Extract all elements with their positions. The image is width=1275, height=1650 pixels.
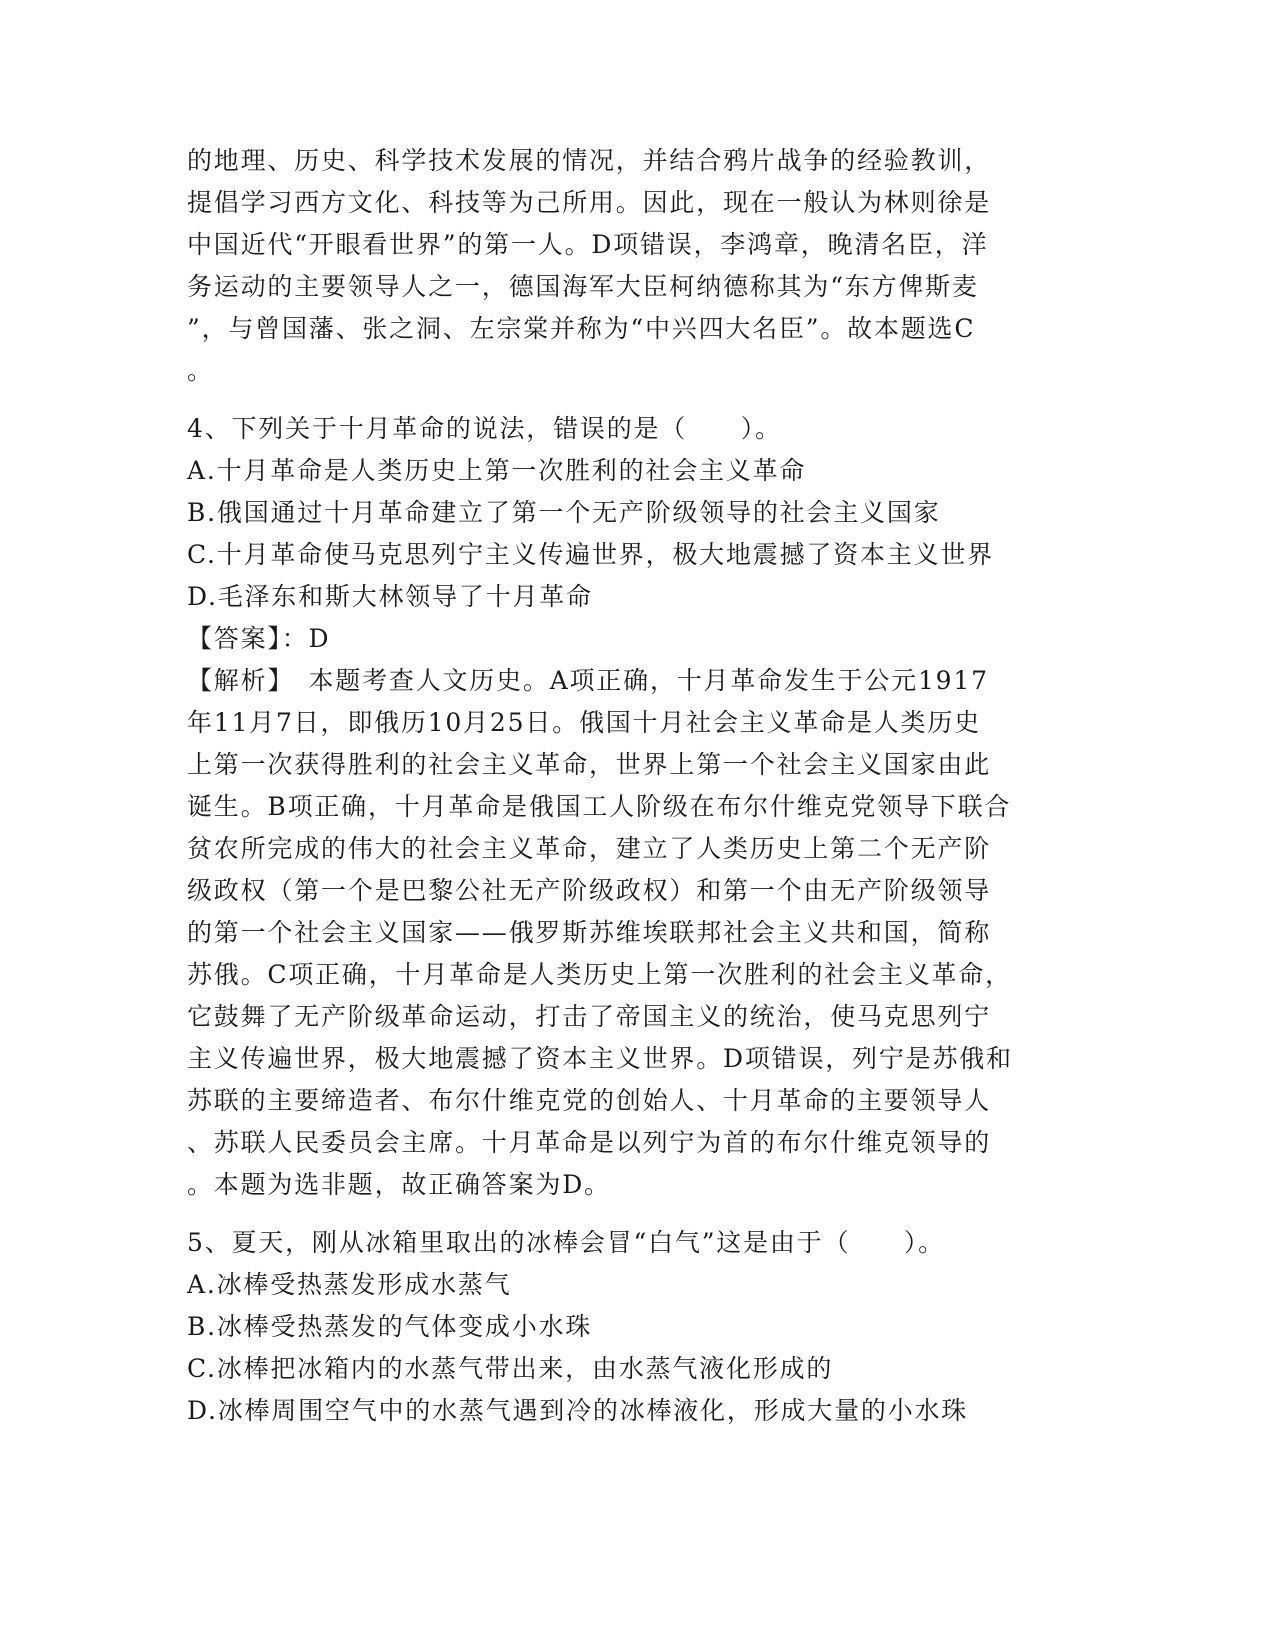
question-4-option-b: B.俄国通过十月革命建立了第一个无产阶级领导的社会主义国家	[187, 498, 941, 527]
intro-line: ”，与曾国藩、张之洞、左宗棠并称为“中兴四大名臣”。故本题选C	[187, 314, 976, 343]
question-4-analysis-line: 年11月7日，即俄历10月25日。俄国十月社会主义革命是人类历史	[187, 708, 981, 737]
intro-line: 务运动的主要领导人之一，德国海军大臣柯纳德称其为“东方俾斯麦	[187, 272, 979, 301]
question-4-option-c: C.十月革命使马克思列宁主义传遍世界，极大地震撼了资本主义世界	[187, 540, 994, 569]
question-4-option-d: D.毛泽东和斯大林领导了十月革命	[187, 582, 593, 611]
question-4-analysis-line: 苏联的主要缔造者、布尔什维克党的创始人、十月革命的主要领导人	[187, 1086, 992, 1115]
intro-line: 的地理、历史、科学技术发展的情况，并结合鸦片战争的经验教训，	[187, 146, 992, 175]
question-4-analysis-line: 【解析】 本题考查人文历史。A项正确，十月革命发生于公元1917	[187, 666, 989, 695]
intro-line: 提倡学习西方文化、科技等为己所用。因此，现在一般认为林则徐是	[187, 188, 992, 217]
question-4-analysis-line: 。本题为选非题，故正确答案为D。	[187, 1170, 611, 1199]
question-4-option-a: A.十月革命是人类历史上第一次胜利的社会主义革命	[187, 456, 807, 485]
question-4-stem: 4、下列关于十月革命的说法，错误的是（ ）。	[187, 414, 782, 443]
question-4-answer: 【答案】：D	[187, 624, 331, 653]
question-4-analysis-line: 贫农所完成的伟大的社会主义革命，建立了人类历史上第二个无产阶	[187, 834, 992, 863]
question-4-analysis-line: 、苏联人民委员会主席。十月革命是以列宁为首的布尔什维克领导的	[187, 1128, 992, 1157]
question-4-analysis-line: 苏俄。C项正确，十月革命是人类历史上第一次胜利的社会主义革命，	[187, 960, 1012, 989]
question-5-option-c: C.冰棒把冰箱内的水蒸气带出来，由水蒸气液化形成的	[187, 1354, 834, 1383]
question-4-analysis-line: 上第一次获得胜利的社会主义革命，世界上第一个社会主义国家由此	[187, 750, 992, 779]
question-5-stem: 5、夏天，刚从冰箱里取出的冰棒会冒“白气”这是由于（ ）。	[187, 1228, 945, 1257]
question-5-option-a: A.冰棒受热蒸发形成水蒸气	[187, 1270, 512, 1299]
intro-line: 中国近代“开眼看世界”的第一人。D项错误，李鸿章，晚清名臣，洋	[187, 230, 989, 259]
question-4-analysis-line: 的第一个社会主义国家——俄罗斯苏维埃联邦社会主义共和国，简称	[187, 918, 992, 947]
question-5-option-d: D.冰棒周围空气中的水蒸气遇到冷的冰棒液化，形成大量的小水珠	[187, 1396, 969, 1425]
question-4-analysis-line: 它鼓舞了无产阶级革命运动，打击了帝国主义的统治，使马克思列宁	[187, 1002, 992, 1031]
question-5-option-b: B.冰棒受热蒸发的气体变成小水珠	[187, 1312, 593, 1341]
question-4-analysis-line: 主义传遍世界，极大地震撼了资本主义世界。D项错误，列宁是苏俄和	[187, 1044, 1013, 1073]
question-4-analysis-line: 诞生。B项正确，十月革命是俄国工人阶级在布尔什维克党领导下联合	[187, 792, 1012, 821]
intro-line: 。	[187, 356, 214, 385]
question-4-analysis-line: 级政权（第一个是巴黎公社无产阶级政权）和第一个由无产阶级领导	[187, 876, 992, 905]
